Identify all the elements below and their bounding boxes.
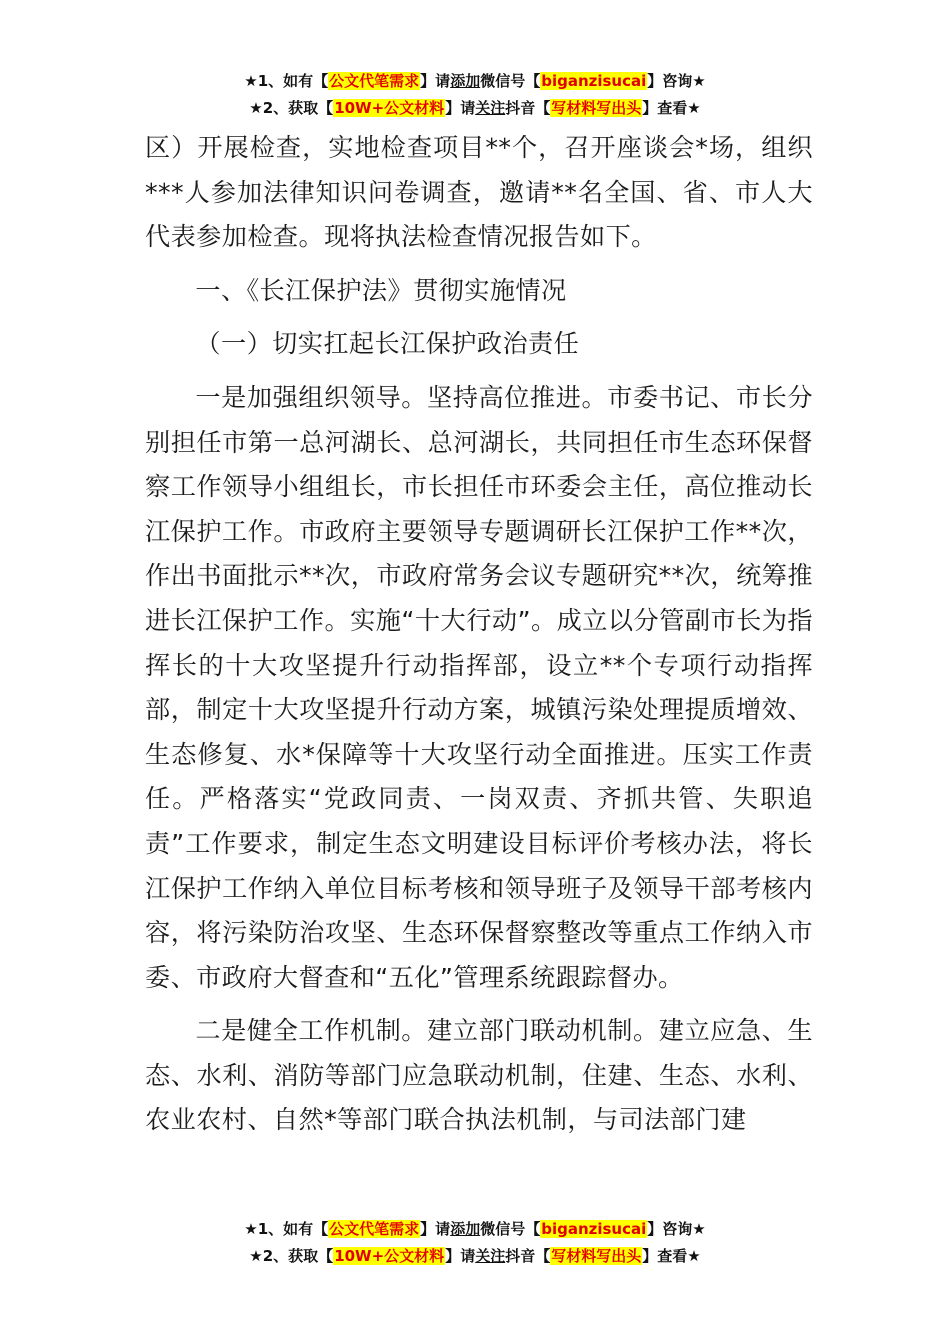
promo-highlight: 写材料写出头 [551, 99, 642, 117]
promo-text: 】查看★ [642, 99, 701, 117]
promo-line-2 [0, 95, 950, 122]
promo-underline: 添加 [450, 72, 481, 90]
promo-highlight: biganzisucai [541, 72, 647, 90]
promo-text: 】查看★ [642, 1247, 701, 1265]
promo-banner-bottom [0, 1216, 950, 1270]
promo-text: 微信号【 [480, 1220, 541, 1238]
promo-text: 】请 [445, 1247, 476, 1265]
promo-highlight: 公文代笔需求 [329, 1220, 420, 1238]
promo-text: 抖音【 [505, 99, 551, 117]
promo-line-1 [0, 68, 950, 95]
star-icon: ★ [244, 72, 258, 90]
promo-underline: 添加 [450, 1220, 481, 1238]
promo-highlight: 写材料写出头 [551, 1247, 642, 1265]
promo-text: 】咨询★ [647, 1220, 706, 1238]
promo-text: 1、如有【 [257, 72, 329, 90]
promo-highlight: 公文代笔需求 [329, 72, 420, 90]
promo-line-1 [0, 1216, 950, 1243]
promo-text: 1、如有【 [257, 1220, 329, 1238]
promo-text: 2、获取【 [262, 1247, 334, 1265]
promo-text: 微信号【 [480, 72, 541, 90]
promo-text: 】请 [420, 1220, 451, 1238]
promo-underline: 关注 [475, 99, 506, 117]
promo-text: 抖音【 [505, 1247, 551, 1265]
body-paragraph: 二是健全工作机制。建立部门联动机制。建立应急、生态、水利、消防等部门应急联动机制，住建、生态、水利、农业农村、自然*等部门联合执法机制，与司法部门建 [145, 1016, 813, 1135]
promo-text: 2、获取【 [262, 99, 334, 117]
star-icon: ★ [249, 1247, 263, 1265]
subsection-heading: （一）切实扛起长江保护政治责任 [195, 329, 580, 359]
promo-underline: 关注 [475, 1247, 506, 1265]
promo-text: 】请 [445, 99, 476, 117]
star-icon: ★ [249, 99, 263, 117]
section-heading: 一、《长江保护法》贯彻实施情况 [195, 275, 567, 305]
star-icon: ★ [244, 1220, 258, 1238]
promo-line-2 [0, 1243, 950, 1270]
promo-text: 】请 [420, 72, 451, 90]
body-paragraph: 一是加强组织领导。坚持高位推进。市委书记、市长分别担任市第一总河湖长、总河湖长，共同担任市生态环保督察工作领导小组组长，市长担任市环委会主任，高位推动长江保护工作。市政府主要领导专题调研长江保护工作**次，作出书面批示**次，市政府常务会议专题研究**次，统筹推进长江保护工作。实施“十大行动”。成立以分管副市长为指挥长的十大攻坚提升行动指挥部，设立**个专项行动指挥部，制定十大攻坚提升行动方案，城镇污染处理提质增效、生态修复、水*保障等十大攻坚行动全面推进。压实工作责任。严格落实“党政同责、一岗双责、齐抓共管、失职追责”工作要求，制定生态文明建设目标评价考核办法，将长江保护工作纳入单位目标考核和领导班子及领导干部考核内容，将污染防治攻坚、生态环保督察整改等重点工作纳入市委、市政府大督查和“五化”管理系统跟踪督办。 [145, 382, 813, 992]
promo-text: 】咨询★ [647, 72, 706, 90]
promo-highlight: 10W+公文材料 [334, 1247, 445, 1265]
promo-highlight: 10W+公文材料 [334, 99, 445, 117]
intro-paragraph: 区）开展检查，实地检查项目**个，召开座谈会*场，组织***人参加法律知识问卷调查，邀请**名全国、省、市人大代表参加检查。现将执法检查情况报告如下。 [145, 133, 813, 252]
promo-highlight: biganzisucai [541, 1220, 647, 1238]
promo-banner-top [0, 68, 950, 122]
document-body [145, 126, 813, 1143]
